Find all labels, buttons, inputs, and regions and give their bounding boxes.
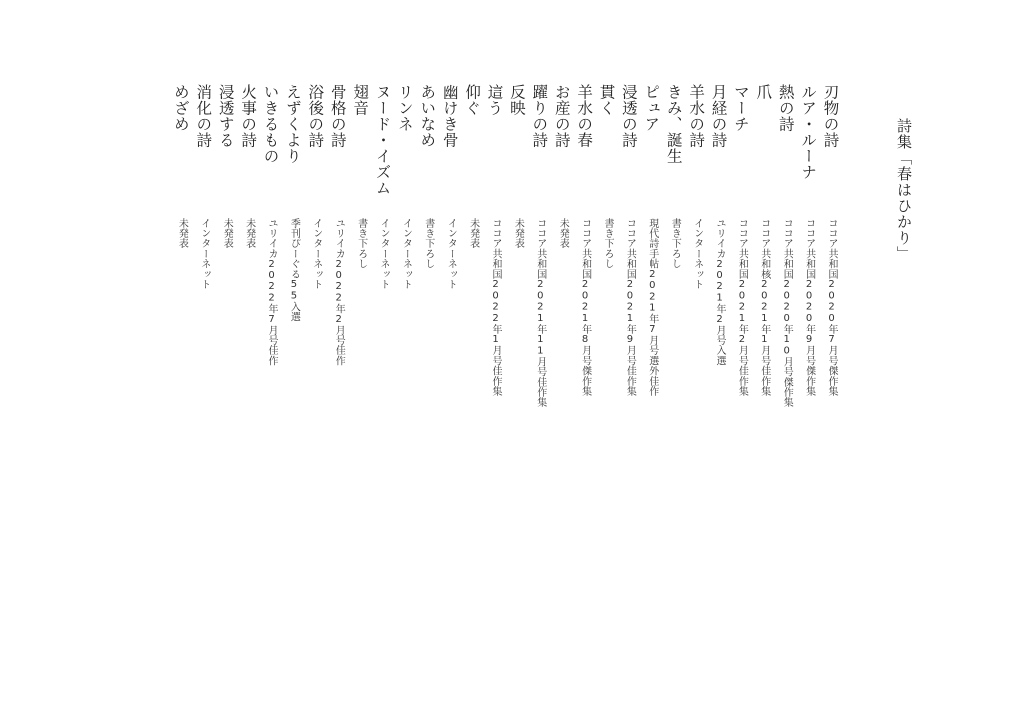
publication-note: ココア共和国2021年11月号佳作集 <box>534 218 546 408</box>
publication-note: ユリイカ2021年2月号入選 <box>714 218 725 366</box>
poem-title: ルア・ルーナ <box>799 84 818 180</box>
poem-title: ピュア <box>642 84 661 132</box>
publication-note: ココア共和国2021年9月号佳作集 <box>624 218 636 397</box>
publication-note: 未発表 <box>512 218 524 249</box>
publication-note: ココア共和核2021年1月号佳作集 <box>758 218 770 397</box>
publication-note: インターネット <box>378 218 389 290</box>
poem-title: 浴後の詩 <box>306 84 325 148</box>
poem-title: お産の詩 <box>552 84 571 148</box>
publication-note: 書き下ろし <box>669 218 681 269</box>
poem-title: あいなめ <box>418 84 437 148</box>
poem-title: めざめ <box>171 84 190 132</box>
poem-title: 翅音 <box>351 84 370 116</box>
publication-note: 未発表 <box>557 218 569 249</box>
poem-title: 仰ぐ <box>463 84 482 116</box>
publication-note: ココア共和国2020年7月号傑作集 <box>826 218 837 397</box>
poem-title: 躍りの詩 <box>530 84 549 148</box>
poem-title: 消化の詩 <box>194 84 213 148</box>
poem-title: 貫く <box>597 84 616 116</box>
poem-title: えずくより <box>283 84 302 164</box>
poem-title: ヌード・イズム <box>373 84 392 196</box>
publication-note: 未発表 <box>243 218 255 249</box>
poem-title: 反映 <box>507 84 526 116</box>
poem-title: 羊水の詩 <box>687 84 706 148</box>
publication-note: 未発表 <box>221 218 233 249</box>
collection-title: 詩集「春はひかり」 <box>895 118 913 262</box>
poem-title: 爪 <box>754 84 773 100</box>
publication-note: インターネット <box>691 218 703 290</box>
publication-note: ユリイカ2022年7月号佳作 <box>266 218 277 366</box>
publication-note: ココア共和国2021年2月号佳作集 <box>736 218 748 397</box>
poem-title: マーチ <box>731 84 750 132</box>
poem-title: 幽けき骨 <box>440 84 459 148</box>
poem-title: きみ、誕生 <box>664 84 683 164</box>
publication-note: ユリイカ2022年2月号佳作 <box>333 218 345 366</box>
poem-title: 熱の詩 <box>776 84 795 132</box>
publication-note: 現代詩手帖2021年7月号選外佳作 <box>646 218 658 397</box>
publication-note: ココア共和国2020年10月号傑作集 <box>781 218 793 408</box>
poem-title: 浸透の詩 <box>619 84 638 148</box>
publication-note: 季刊ぴーぐる55入選 <box>288 218 300 322</box>
publication-note: 未発表 <box>176 218 188 249</box>
publication-note: インターネット <box>400 218 412 290</box>
publication-note: ココア共和国2020年9月号傑作集 <box>803 218 815 397</box>
publication-note: インターネット <box>310 218 322 290</box>
publication-note: ココア共和国2021年8月号傑作集 <box>579 218 591 397</box>
poem-title: 骨格の詩 <box>328 84 347 148</box>
poem-title: 這う <box>485 84 504 116</box>
publication-note: 未発表 <box>467 218 479 249</box>
poem-title: 羊水の春 <box>575 84 594 148</box>
poem-title: 火事の詩 <box>239 84 258 148</box>
publication-note: 書き下ろし <box>602 218 613 269</box>
publication-note: インターネット <box>445 218 457 290</box>
publication-note: インターネット <box>198 218 210 290</box>
poem-title: リンネ <box>395 84 414 132</box>
poem-title: 浸透する <box>216 84 235 148</box>
poem-title: 刃物の詩 <box>821 84 840 148</box>
publication-note: 書き下ろし <box>355 218 367 269</box>
poem-title: いきるもの <box>261 84 280 164</box>
publication-note: ココア共和国2022年1月号佳作集 <box>490 218 501 397</box>
publication-note: 書き下ろし <box>422 218 434 269</box>
poem-title: 月経の詩 <box>709 84 728 148</box>
